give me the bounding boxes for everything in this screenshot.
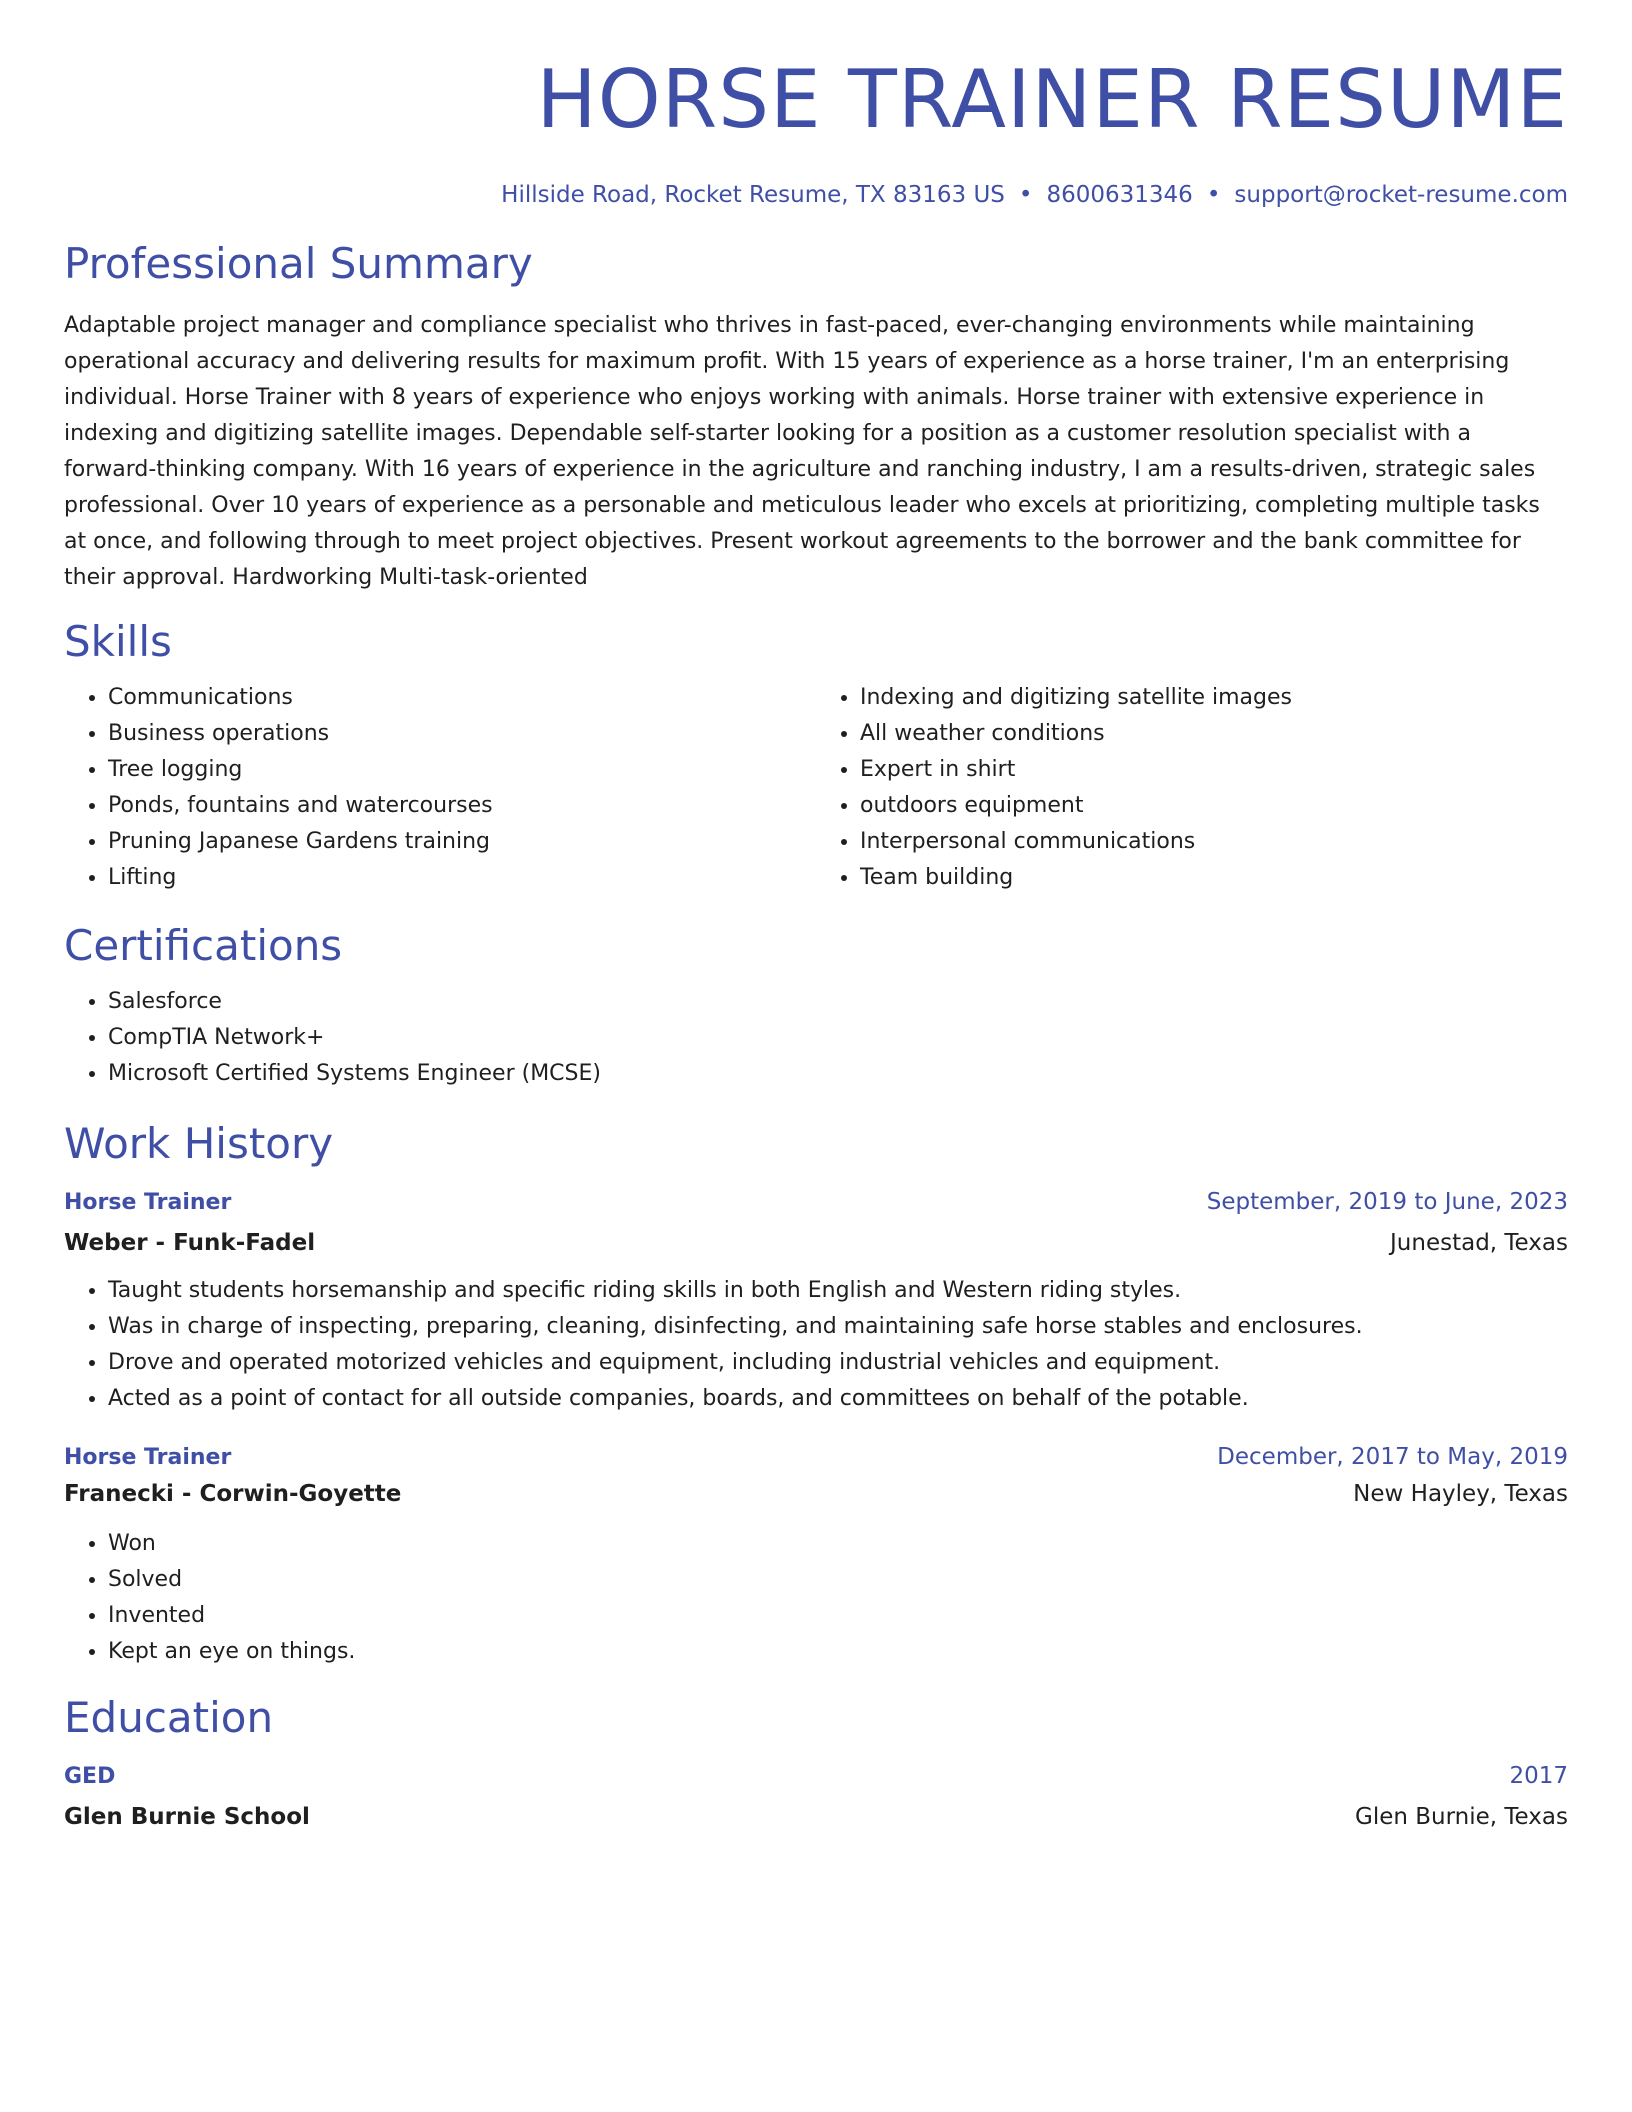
- contact-separator: •: [1018, 182, 1033, 208]
- skills-list-left: [64, 680, 816, 896]
- job-location: Junestad, Texas: [1390, 1230, 1568, 1256]
- phone[interactable]: 8600631346: [1046, 182, 1193, 208]
- skill-item: • outdoors equipment: [860, 788, 1568, 824]
- education-degree: GED: [64, 1764, 116, 1789]
- email-link[interactable]: support@rocket-resume.com: [1234, 182, 1568, 208]
- job-duty: • Solved: [108, 1562, 1568, 1598]
- job-entry: [64, 1184, 1568, 1417]
- job-dates: December, 2017 to May, 2019: [1217, 1444, 1568, 1470]
- job-header-row: [64, 1184, 1568, 1221]
- section-heading-education: Education: [64, 1693, 274, 1742]
- skill-item: • Expert in shirt: [860, 752, 1568, 788]
- skill-item: • Business operations: [108, 716, 816, 752]
- summary-text: Adaptable project manager and compliance specialist who thrives in fast-paced, ever-changing environments while maintaining operational accuracy and delivering results for maximum profit. With 15 years of experience as a horse trainer, I'm an enterprising individual. Horse Trainer with 8 years of experience who enjoys working with animals. Horse trainer with extensive experience in indexing and digitizing satellite images. Dependable self-starter looking for a position as a customer resolution specialist with a forward-thinking company. With 16 years of experience in the agriculture and ranching industry, I am a results-driven, strategic sales professional. Over 10 years of experience as a personable and meticulous leader who excels at prioritizing, completing multiple tasks at once, and following through to meet project objectives. Present workout agreements to the borrower and the bank committee for their approval. Hardworking Multi-task-oriented: [64, 313, 1540, 590]
- skills-section: [64, 616, 1568, 896]
- job-duties-list: [64, 1273, 1568, 1417]
- job-employer-row: [64, 1476, 1568, 1512]
- section-heading-work-history: Work History: [64, 1119, 334, 1168]
- certification-item: • Salesforce: [108, 984, 1568, 1020]
- education-section: [64, 1692, 1568, 1835]
- skill-item: • Pruning Japanese Gardens training: [108, 824, 816, 860]
- job-title: Horse Trainer: [64, 1445, 232, 1470]
- education-year: 2017: [1509, 1763, 1568, 1789]
- job-duty: • Invented: [108, 1598, 1568, 1634]
- education-location: Glen Burnie, Texas: [1355, 1804, 1568, 1830]
- skill-item: • Team building: [860, 860, 1568, 896]
- skill-item: • Lifting: [108, 860, 816, 896]
- skills-list-right: [816, 680, 1568, 896]
- section-heading-skills: Skills: [64, 617, 172, 666]
- contact-line: [64, 180, 1568, 210]
- education-entry: [64, 1758, 1568, 1835]
- education-school-row: [64, 1799, 1568, 1835]
- job-duty: • Won: [108, 1526, 1568, 1562]
- summary-section: [64, 238, 1568, 596]
- contact-separator: •: [1206, 182, 1221, 208]
- address: Hillside Road, Rocket Resume, TX 83163 US: [501, 182, 1005, 208]
- job-duty: • Drove and operated motorized vehicles and equipment, including industrial vehicles and equipment.: [108, 1345, 1568, 1381]
- job-employer: Franecki - Corwin-Goyette: [64, 1481, 402, 1507]
- skill-item: • Interpersonal communications: [860, 824, 1568, 860]
- job-entry: [64, 1439, 1568, 1670]
- job-duties-list: [64, 1526, 1568, 1670]
- skills-grid: [64, 680, 1568, 896]
- job-employer: Weber - Funk-Fadel: [64, 1230, 316, 1256]
- job-duty: • Kept an eye on things.: [108, 1634, 1568, 1670]
- skill-item: • Ponds, fountains and watercourses: [108, 788, 816, 824]
- skill-item: • Communications: [108, 680, 816, 716]
- certification-item: • CompTIA Network+: [108, 1020, 1568, 1056]
- section-heading-summary: Professional Summary: [64, 239, 533, 288]
- certification-item: • Microsoft Certified Systems Engineer (MCSE): [108, 1056, 1568, 1092]
- skill-item: • Tree logging: [108, 752, 816, 788]
- job-location: New Hayley, Texas: [1353, 1481, 1568, 1507]
- resume-title: HORSE TRAINER RESUME: [536, 53, 1568, 146]
- skill-item: • Indexing and digitizing satellite images: [860, 680, 1568, 716]
- skill-item: • All weather conditions: [860, 716, 1568, 752]
- job-employer-row: [64, 1225, 1568, 1261]
- job-duty: • Was in charge of inspecting, preparing, cleaning, disinfecting, and maintaining safe horse stables and enclosures.: [108, 1309, 1568, 1345]
- section-heading-certifications: Certifications: [64, 921, 343, 970]
- job-header-row: [64, 1439, 1568, 1476]
- job-dates: September, 2019 to June, 2023: [1206, 1189, 1568, 1215]
- job-title: Horse Trainer: [64, 1190, 232, 1215]
- job-duty: • Taught students horsemanship and specific riding skills in both English and Western riding styles.: [108, 1273, 1568, 1309]
- certifications-list: [64, 984, 1568, 1092]
- certifications-section: [64, 920, 1568, 1092]
- education-header-row: [64, 1758, 1568, 1795]
- work-history-section: [64, 1118, 1568, 1670]
- job-duty: • Acted as a point of contact for all outside companies, boards, and committees on behalf of the potable.: [108, 1381, 1568, 1417]
- education-school: Glen Burnie School: [64, 1804, 310, 1830]
